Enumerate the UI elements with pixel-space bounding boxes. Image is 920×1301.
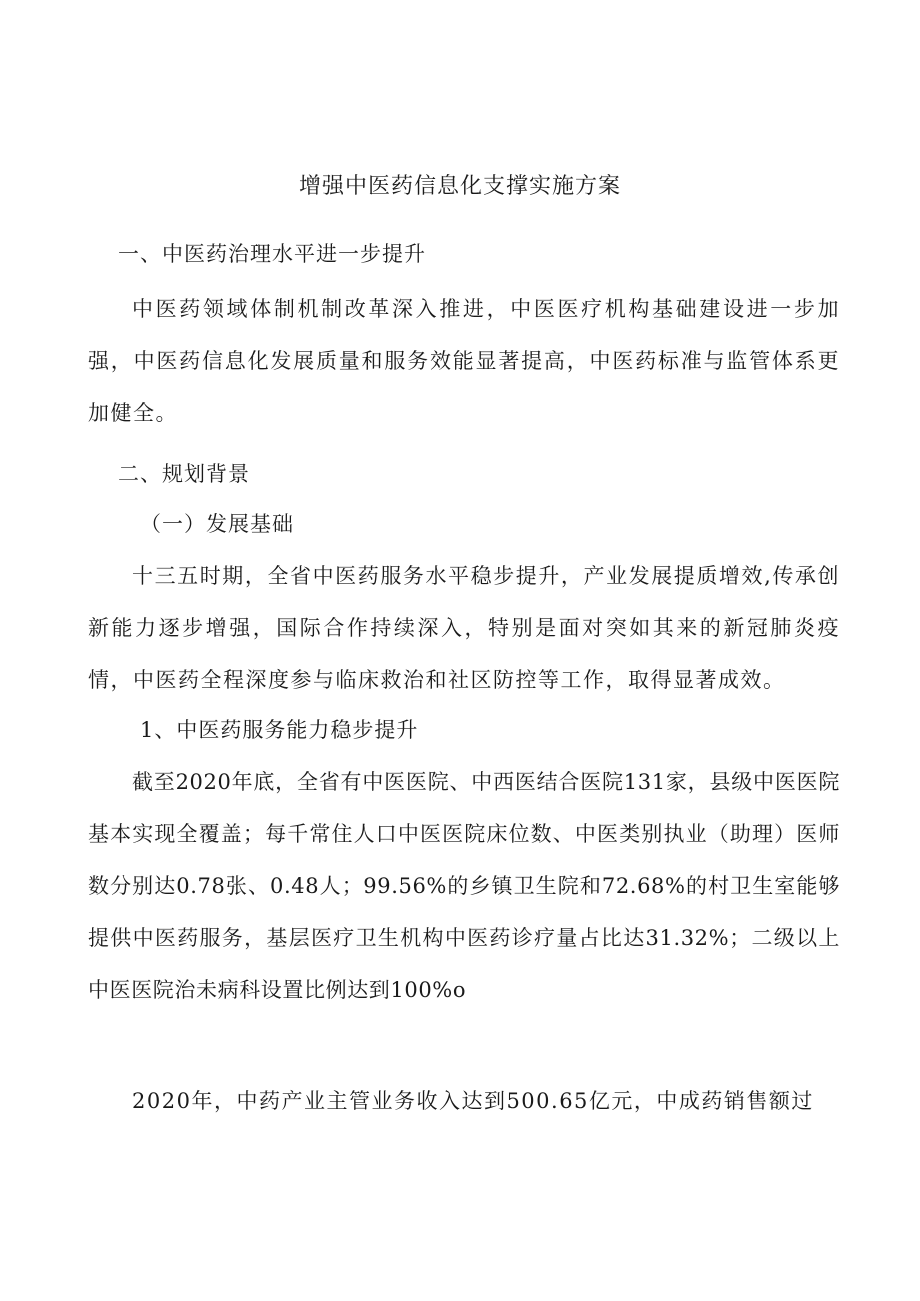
paragraph-governance: 中医药领域体制机制改革深入推进，中医医疗机构基础建设进一步加强，中医药信息化发展质量和服务效能显著提高，中医药标准与监管体系更加健全。 (88, 297, 840, 425)
document-title: 增强中医药信息化支撑实施方案 (298, 174, 621, 199)
section-heading-governance: 一、中医药治理水平进一步提升 (118, 242, 426, 266)
section-heading-background: 二、规划背景 (118, 462, 250, 486)
paragraph-foundation: 十三五时期，全省中医药服务水平稳步提升，产业发展提质增效,传承创新能力逐步增强，国际合作持续深入，特别是面对突如其来的新冠肺炎疫情，中医药全程深度参与临床救治和社区防控等工作，取得显著成效。 (88, 564, 840, 692)
subheading-foundation: （一）发展基础 (140, 512, 294, 536)
paragraph-service-capacity: 截至2020年底，全省有中医医院、中西医结合医院131家，县级中医医院基本实现全覆盖；每千常住人口中医医院床位数、中医类别执业（助理）医师数分别达0.78张、0.48人；99.56%的乡镇卫生院和72.68%的村卫生室能够提供中医药服务，基层医疗卫生机构中医药诊疗量占比达31.32%；二级以上中医医院治未病科设置比例达到100%o (88, 770, 840, 1002)
subheading-service-capacity: 1、中医药服务能力稳步提升 (140, 718, 419, 742)
paragraph-industry: 2020年，中药产业主管业务收入达到500.65亿元，中成药销售额过 (132, 1089, 814, 1113)
